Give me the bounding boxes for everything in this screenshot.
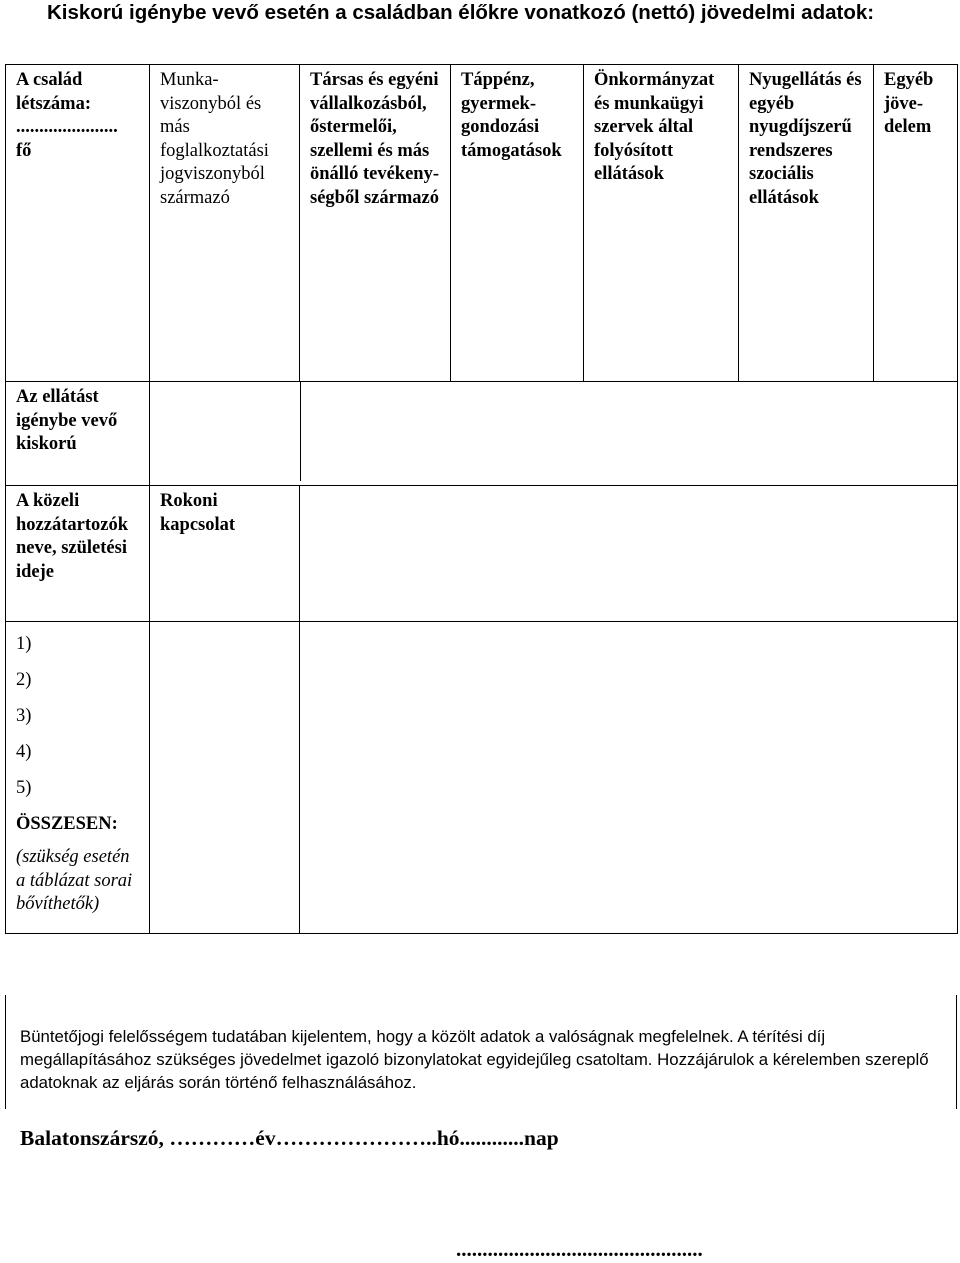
family-size-cell[interactable]: [6, 65, 150, 382]
relative-row-3[interactable]: 3): [16, 706, 32, 726]
relationship-data-cell[interactable]: [150, 622, 300, 934]
family-size-label-2: létszáma:: [16, 93, 91, 114]
col-other-income-header: [874, 65, 958, 382]
income-table: [5, 64, 958, 934]
col-municipal-label: Önkormányzat és munkaügyi szervek által folyósított ellátások: [594, 70, 715, 184]
relatives-list-cell[interactable]: [6, 622, 150, 934]
family-size-unit: fő: [16, 140, 32, 161]
minor-row: [6, 382, 958, 486]
relatives-header-row: [6, 486, 958, 622]
minor-label: Az ellátást igénybe vevő kiskorú: [16, 387, 118, 454]
col-pension-header: [739, 65, 874, 382]
col-employment-label: Munka-viszonyból és más foglalkoztatási jogviszonyból származó: [160, 70, 269, 208]
col-enterprise-label: Társas és egyéni vállalkozásból, őstermelői, szellemi és más önálló tevékeny-ségből származó: [310, 70, 439, 208]
table-note: (szükség esetén a táblázat sorai bővíthetők): [16, 847, 133, 914]
relatives-label-cell: [6, 486, 150, 622]
col-employment-header: [150, 65, 300, 382]
col-enterprise-header: [300, 65, 451, 382]
relationship-label: Rokoni kapcsolat: [160, 491, 236, 535]
header-row: [6, 65, 958, 382]
col-sickpay-header: [451, 65, 584, 382]
col-municipal-header: [584, 65, 739, 382]
signature-line[interactable]: ...............................................: [456, 1237, 703, 1261]
place-date-line[interactable]: Balatonszárszó, …………év…………………..hó............nap: [20, 1126, 559, 1150]
minor-data-cell[interactable]: [150, 382, 958, 486]
relationship-label-cell: [150, 486, 300, 622]
col-sickpay-label: Táppénz, gyermek-gondozási támogatások: [461, 70, 562, 161]
relatives-data-cell[interactable]: [300, 486, 958, 622]
relative-row-1[interactable]: 1): [16, 634, 32, 654]
family-size-label-1: A család: [16, 70, 83, 90]
declaration-text: Büntetőjogi felelősségem tudatában kijelentem, hogy a közölt adatok a valóságnak megfelelnek. A térítési díj megállapításához szükséges jövedelmet igazoló bizonylatokat egyidejűleg csatoltam. Hozzájárulok a kérelemben szereplő adatoknak az eljárás során történő felhasználásához.: [20, 1027, 929, 1092]
relatives-rows: [6, 622, 958, 934]
relative-row-2[interactable]: 2): [16, 670, 32, 690]
relative-row-4[interactable]: 4): [16, 742, 32, 762]
family-size-dots[interactable]: ......................: [16, 117, 118, 137]
minor-label-cell: [6, 382, 150, 486]
relative-row-5[interactable]: 5): [16, 778, 32, 798]
relatives-income-cell[interactable]: [300, 622, 958, 934]
relatives-label: A közeli hozzátartozók neve, születési ideje: [16, 491, 128, 582]
col-pension-label: Nyugellátás és egyéb nyugdíjszerű rendszeres szociális ellátások: [749, 70, 862, 208]
total-label: ÖSSZESEN:: [16, 814, 118, 834]
page-title: Kiskorú igénybe vevő esetén a családban élőkre vonatkozó (nettó) jövedelmi adatok:: [47, 1, 875, 24]
col-other-income-label: Egyéb jöve-delem: [884, 70, 934, 137]
